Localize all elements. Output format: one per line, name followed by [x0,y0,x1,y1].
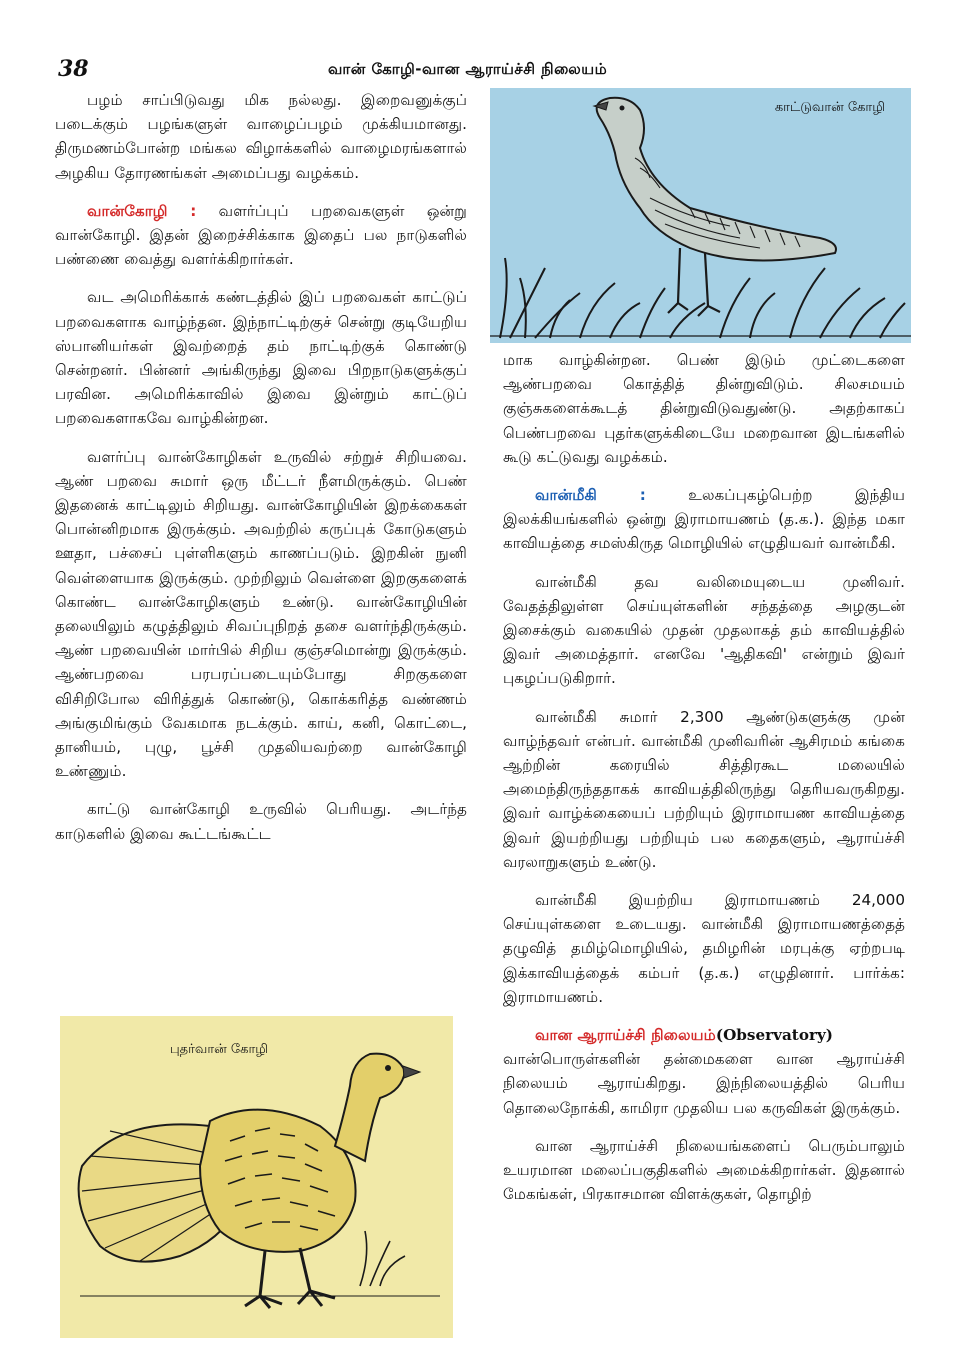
entry-heading-observatory: வான ஆராய்ச்சி நிலையம் [535,1026,716,1045]
paragraph-observatory-location: வான ஆராய்ச்சி நிலையங்களைப் பெரும்பாலும் உயரமான மலைப்பகுதிகளில் அமைக்கிறார்கள். இதனால் மேகங்கள், பிரகாசமான விளக்குகள், தொழிற் [503,1136,905,1204]
paragraph-valmiki-history: வான்மீகி சுமார் 2,300 ஆண்டுகளுக்கு முன் வாழ்ந்தவர் என்பர். வான்மீகி முனிவரின் ஆசிரமம் கங்கை ஆற்றின் கரையில் சித்திரகூட மலையில் அமைந்திருந்ததாகக் காவியத்திலிருந்து தெரியவருகிறது. இவர் வாழ்க்கையைப் பற்றியும் இராமாயண காவியத்தை இவர் இயற்றியது பற்றியும் பல கதைகளும், ஆராய்ச்சி வரலாறுகளும் உண்டு. [503,707,905,871]
right-column [503,348,905,1221]
running-title: வான் கோழி-வான ஆராய்ச்சி நிலையம் [328,60,608,78]
entry-text-vankozhi: வளர்ப்புப் பறவைகளுள் ஒன்று வான்கோழி. இதன் இறைச்சிக்காக இதைப் பல நாடுகளில் பண்ணை வைத்து வளர்க்கிறார்கள். [55,201,467,269]
paragraph-observatory-intro [503,1023,905,1120]
paragraph-valmiki-intro [503,483,905,556]
paragraph-turkey-description: வளர்ப்பு வான்கோழிகள் உருவில் சற்றுச் சிறியவை. ஆண் பறவை சுமார் ஒரு மீட்டர் நீளமிருக்கும். பெண் இதனைக் காட்டிலும் சிறியது. வான்கோழியின் இறக்கைகள் பொன்னிறமாக இருக்கும். அவற்றில் கருப்புக் கோடுகளும் ஊதா, பச்சைப் புள்ளிகளும் காணப்படும். இறகின் நுனி வெள்ளையாக இருக்கும். முற்றிலும் வெள்ளை இறகுகளைக் கொண்ட வான்கோழிகளும் உண்டு. வான்கோழியின் தலையிலும் கழுத்திலும் சிவப்புநிறத் தசை வளர்ந்திருக்கும். ஆண் பறவையின் மார்பில் சிறிய குஞ்சமொன்று இருக்கும். ஆண்பறவை பரபரப்படையும்போது சிறகுகளை விசிறிபோல விரித்துக் கொண்டு, கொக்கரித்த வண்ணம் அங்குமிங்கும் வேகமாக நடக்கும். காய், கனி, கொட்டை, தானியம், புழு, பூச்சி முதலியவற்றை வான்கோழி உண்ணும். [55,447,467,781]
entry-heading-valmiki: வான்மீகி : [535,486,646,505]
page-number: 38 [58,56,89,82]
figure-wild-turkey [490,88,911,343]
paragraph-turkey-nesting: மாக வாழ்கின்றன. பெண் இடும் முட்டைகளை ஆண்பறவை கொத்தித் தின்றுவிடும். சிலசமயம் குஞ்சுகளைக்கூடத் தின்றுவிடுவதுண்டு. அதற்காகப் பெண்பறவை புதர்களுக்கிடையே மறைவான இடங்களில் கூடு கட்டுவது வழக்கம். [503,351,905,466]
paragraph-banana: பழம் சாப்பிடுவது மிக நல்லது. இறைவனுக்குப் படைக்கும் பழங்களுள் வாழைப்பழம் முக்கியமானது. திருமணம்போன்ற மங்கல விழாக்களில் வாழைமரங்களால் அழகிய தோரணங்கள் அமைப்பது வழக்கம். [55,91,467,182]
figure-caption-brush-turkey: புதர்வான் கோழி [170,1042,269,1057]
entry-heading-observatory-latin: (Observatory) [715,1026,833,1045]
paragraph-turkey-intro [55,199,467,272]
figure-caption-wild-turkey: காட்டுவான் கோழி [774,100,885,115]
brush-turkey-illustration [60,1016,453,1338]
paragraph-valmiki-sage: வான்மீகி தவ வலிமையுடைய முனிவர். வேதத்திலுள்ள செய்யுள்களின் சந்தத்தை அழகுடன் இசைக்கும் வகையில் முதன் முதலாகத் தம் காவியத்தில் இவர் அமைத்தார். எனவே 'ஆதிகவி' என்றும் இவர் புகழப்படுகிறார். [503,572,905,688]
entry-text-observatory: வான்பொருள்களின் தன்மைகளை வான ஆராய்ச்சி நிலையம் ஆராய்கிறது. இந்நிலையத்தில் பெரிய தொலைநோக்கி, காமிரா முதலிய பல கருவிகள் இருக்கும். [503,1050,905,1117]
wild-turkey-illustration [490,88,911,343]
figure-brush-turkey [60,1016,453,1338]
paragraph-wild-turkey: காட்டு வான்கோழி உருவில் பெரியது. அடர்ந்த காடுகளில் இவை கூட்டங்கூட்ட [55,800,467,843]
paragraph-ramayana: வான்மீகி இயற்றிய இராமாயணம் 24,000 செய்யுள்களை உடையது. வான்மீகி இராமாயணத்தைத் தழுவித் தமிழ்மொழியில், தமிழரின் மரபுக்கு ஏற்றபடி இக்காவியத்தைக் கம்பர் (த.க.) எழுதினார். பார்க்க: இராமாயணம். [503,891,905,1006]
page-header [48,56,918,86]
left-column [55,88,467,860]
entry-heading-vankozhi: வான்கோழி : [87,201,197,220]
paragraph-turkey-origin: வட அமெரிக்காக் கண்டத்தில் இப் பறவைகள் காட்டுப் பறவைகளாக வாழ்ந்தன. இந்நாட்டிற்குச் சென்று குடியேறிய ஸ்பானியர்கள் இவற்றைத் தம் நாட்டிற்குக் கொண்டு சென்றனர். பின்னர் அங்கிருந்து இவை பிறநாடுகளுக்குப் பரவின. அமெரிக்காவில் இவை இன்றும் காட்டுப் பறவைகளாகவே வாழ்கின்றன. [55,288,467,428]
entry-text-valmiki: உலகப்புகழ்பெற்ற இந்திய இலக்கியங்களில் ஒன்று இராமாயணம் (த.க.). இந்த மகா காவியத்தை சமஸ்கிருத மொழியில் எழுதியவர் வான்மீகி. [503,486,905,553]
